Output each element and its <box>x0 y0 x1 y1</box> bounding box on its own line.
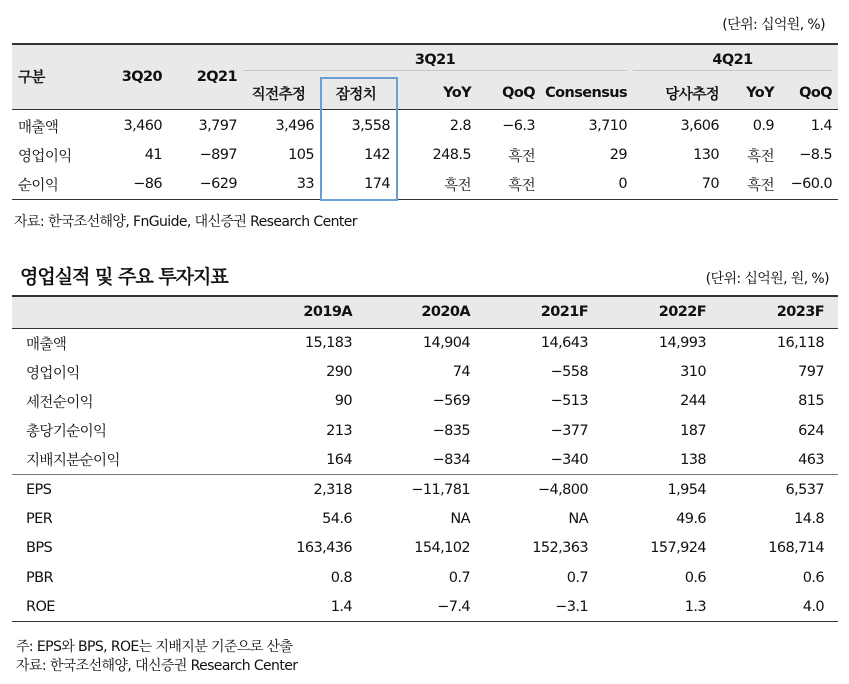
cell: 174 <box>321 170 397 200</box>
table-row <box>12 328 838 358</box>
cell: 3,710 <box>588 118 627 134</box>
row-label: PBR <box>26 569 53 586</box>
cell: 2.8 <box>449 118 471 134</box>
cell: 49.6 <box>676 511 706 528</box>
cell: 164 <box>326 451 352 468</box>
cell: 0.9 <box>752 118 774 134</box>
table-row <box>12 109 838 141</box>
row-label: PER <box>26 511 53 528</box>
table-row <box>12 534 838 563</box>
header-label: 구분 <box>18 70 45 87</box>
cell: −8.5 <box>799 147 832 163</box>
header-preliminary: 잠정치 <box>321 78 397 109</box>
cell: −835 <box>432 422 470 439</box>
cell: 14,993 <box>658 335 706 352</box>
cell: 1.4 <box>810 118 832 134</box>
cell: 6,537 <box>720 475 838 505</box>
cell: 2,318 <box>248 475 366 505</box>
cell: 168,714 <box>768 540 824 557</box>
cell: 310 <box>680 364 706 381</box>
cell: 3,496 <box>275 118 314 134</box>
cell: 105 <box>288 147 314 163</box>
table-row <box>12 445 838 475</box>
cell: 213 <box>326 422 352 439</box>
table-row <box>12 416 838 445</box>
row-label: EPS <box>12 475 248 505</box>
cell: 797 <box>798 364 824 381</box>
cell: 흑전 <box>747 177 774 194</box>
cell: 54.6 <box>322 511 352 528</box>
row-label: ROE <box>26 598 55 615</box>
cell: −3.1 <box>555 598 588 615</box>
cell: 154,102 <box>414 540 470 557</box>
summary-source: 자료: 한국조선해양, FnGuide, 대신증권 Research Center <box>14 214 357 230</box>
cell: −60.0 <box>790 176 832 193</box>
summary-unit-label: (단위: 십억원, %) <box>722 17 825 33</box>
cell: 3,606 <box>680 118 719 134</box>
cell: NA <box>450 511 470 528</box>
header-4q21-yoy: YoY <box>746 85 774 102</box>
cell: 14.8 <box>794 511 824 528</box>
cell: 1.4 <box>330 598 352 615</box>
table-row <box>12 141 838 170</box>
header-group-4q21: 4Q21 <box>633 44 838 78</box>
cell: −86 <box>133 176 162 193</box>
cell: 0.6 <box>684 569 706 586</box>
header-consensus: Consensus <box>545 85 627 102</box>
forecast-unit-label: (단위: 십억원, 원, %) <box>705 271 829 287</box>
row-label: BPS <box>26 540 53 557</box>
cell: 29 <box>609 147 627 163</box>
cell: 33 <box>296 176 314 193</box>
table-row <box>12 563 838 592</box>
forecast-title: 영업실적 및 주요 투자지표 <box>20 266 228 288</box>
cell: −377 <box>550 422 588 439</box>
cell: 3,797 <box>198 118 237 134</box>
table-row <box>12 505 838 534</box>
forecast-source: 자료: 한국조선해양, 대신증권 Research Center <box>16 658 298 674</box>
cell: 41 <box>144 147 162 163</box>
row-label: 영업이익 <box>18 148 72 165</box>
cell: −629 <box>199 176 237 193</box>
cell: 0.6 <box>802 569 824 586</box>
cell: −4,800 <box>484 475 602 505</box>
cell: 130 <box>693 147 719 163</box>
cell: −513 <box>550 393 588 410</box>
cell: −834 <box>432 451 470 468</box>
row-label: 총당기순이익 <box>26 424 107 441</box>
cell: 187 <box>680 422 706 439</box>
header-year: 2023F <box>776 304 824 321</box>
cell: NA <box>568 511 588 528</box>
forecast-table <box>12 295 838 622</box>
cell: 0 <box>618 176 627 193</box>
table-row <box>12 387 838 416</box>
cell: 70 <box>701 176 719 193</box>
cell: 흑전 <box>747 148 774 165</box>
header-4q21-qoq: QoQ <box>799 85 832 102</box>
row-label: 순이익 <box>18 177 59 194</box>
header-year: 2021F <box>540 304 588 321</box>
cell: 3,558 <box>321 109 397 141</box>
cell: −340 <box>550 451 588 468</box>
header-3q20: 3Q20 <box>121 68 162 85</box>
cell: 1,954 <box>602 475 720 505</box>
header-our-estimate: 당사추정 <box>665 86 719 103</box>
table-row <box>12 358 838 387</box>
table-row <box>12 475 838 505</box>
cell: 15,183 <box>304 335 352 352</box>
cell: 16,118 <box>776 335 824 352</box>
row-label: 영업이익 <box>26 365 80 382</box>
cell: 163,436 <box>296 540 352 557</box>
header-3q21-yoy: YoY <box>443 85 471 102</box>
quarterly-results-table <box>12 43 838 201</box>
forecast-note: 주: EPS와 BPS, ROE는 지배지분 기준으로 산출 <box>16 639 293 655</box>
cell: 248.5 <box>432 147 471 163</box>
cell: 142 <box>321 141 397 170</box>
cell: −7.4 <box>437 598 470 615</box>
cell: 152,363 <box>532 540 588 557</box>
row-label: 매출액 <box>26 336 67 353</box>
cell: 90 <box>334 393 352 410</box>
cell: 4.0 <box>802 598 824 615</box>
cell: 244 <box>680 393 706 410</box>
cell: −6.3 <box>502 118 535 134</box>
cell: 14,904 <box>422 335 470 352</box>
cell: −897 <box>199 147 237 163</box>
cell: 0.7 <box>448 569 470 586</box>
cell: −569 <box>432 393 470 410</box>
cell: 0.7 <box>566 569 588 586</box>
cell: 흑전 <box>508 177 535 194</box>
row-label: 세전순이익 <box>26 394 94 411</box>
header-blank <box>12 296 248 328</box>
header-year: 2019A <box>303 304 352 321</box>
header-2q21: 2Q21 <box>196 68 237 85</box>
cell: 290 <box>326 364 352 381</box>
cell: 흑전 <box>444 177 471 194</box>
cell: 3,460 <box>123 118 162 134</box>
header-year: 2020A <box>421 304 470 321</box>
row-label: 지배지분순이익 <box>26 453 120 470</box>
header-3q21-qoq: QoQ <box>502 85 535 102</box>
table-row <box>12 592 838 622</box>
cell: −558 <box>550 364 588 381</box>
cell: 14,643 <box>540 335 588 352</box>
cell: −11,781 <box>366 475 484 505</box>
cell: 463 <box>798 451 824 468</box>
cell: 1.3 <box>684 598 706 615</box>
cell: 0.8 <box>330 569 352 586</box>
header-prev-estimate: 직전추정 <box>251 86 306 103</box>
table-row <box>12 170 838 200</box>
cell: 138 <box>680 451 706 468</box>
row-label: 매출액 <box>18 119 59 136</box>
cell: 74 <box>452 364 470 381</box>
header-group-3q21: 3Q21 <box>243 44 633 78</box>
cell: 815 <box>798 393 824 410</box>
cell: 157,924 <box>650 540 706 557</box>
cell: 흑전 <box>508 148 535 165</box>
cell: 624 <box>798 422 824 439</box>
header-year: 2022F <box>658 304 706 321</box>
